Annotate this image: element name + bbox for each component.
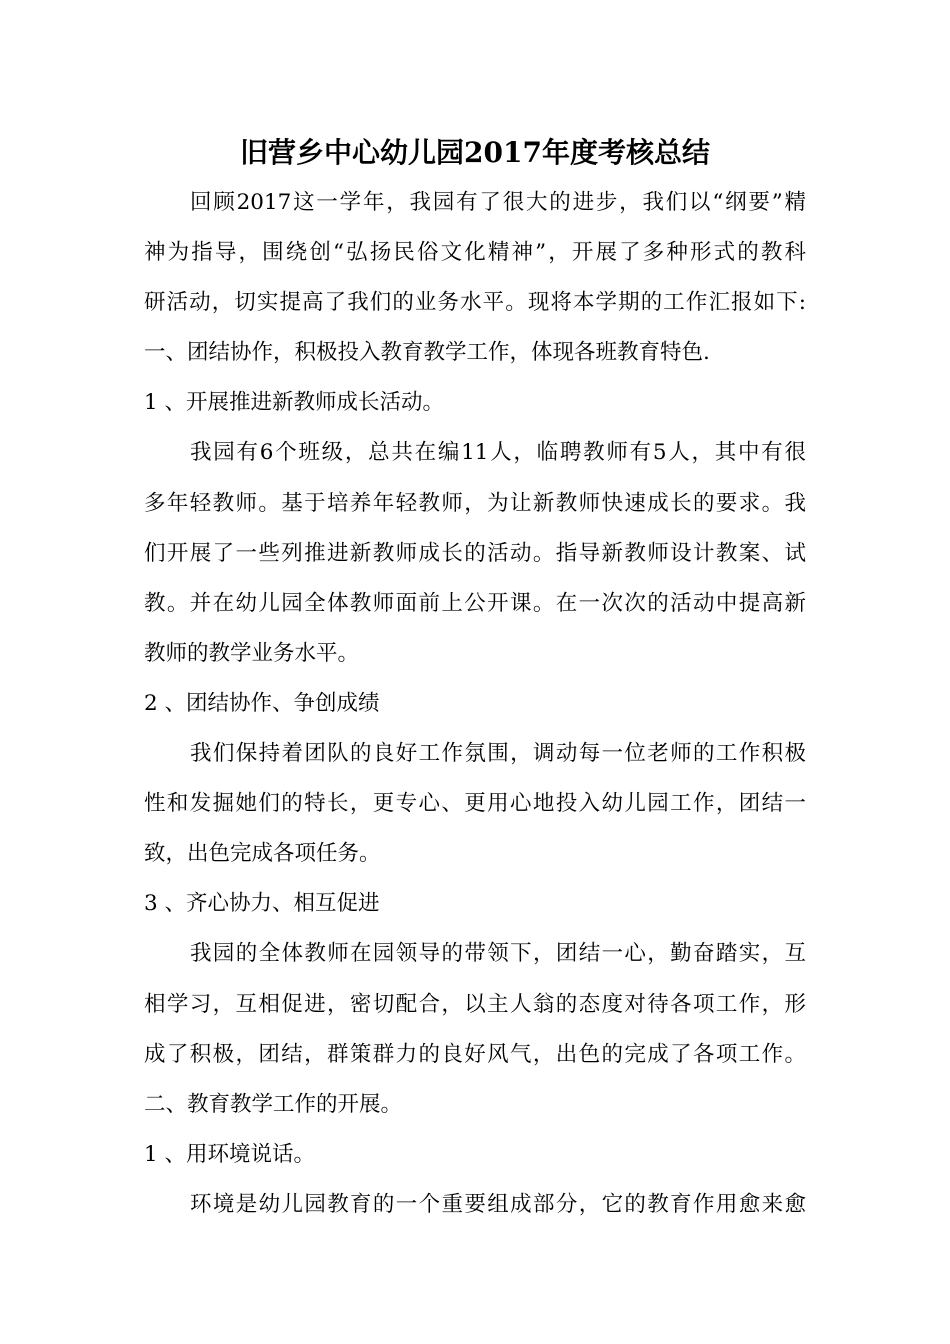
text-line: 成了积极，团结，群策群力的良好风气，出色的完成了各项工作。 xyxy=(144,1041,806,1067)
text-line: 教。并在幼儿园全体教师面前上公开课。在一次次的活动中提高新 xyxy=(144,590,806,616)
text-line: 3 、齐心协力、相互促进 xyxy=(144,891,380,917)
text-line: 多年轻教师。基于培养年轻教师，为让新教师快速成长的要求。我 xyxy=(144,490,806,516)
text-line: 研活动，切实提高了我们的业务水平。现将本学期的工作汇报如下: xyxy=(144,290,806,316)
text-line: 1 、开展推进新教师成长活动。 xyxy=(144,390,445,416)
text-line: 致，出色完成各项任务。 xyxy=(144,841,381,867)
text-line: 我们保持着团队的良好工作氛围，调动每一位老师的工作积极 xyxy=(190,741,806,767)
text-line: 性和发掘她们的特长，更专心、更用心地投入幼儿园工作，团结一 xyxy=(144,791,806,817)
text-line: 相学习，互相促进，密切配合，以主人翁的态度对待各项工作，形 xyxy=(144,991,806,1017)
text-line: 我园有6个班级，总共在编11人，临聘教师有5人，其中有很 xyxy=(190,440,806,466)
text-line: 2 、团结协作、争创成绩 xyxy=(144,690,380,716)
text-line: 们开展了一些列推进新教师成长的活动。指导新教师设计教案、试 xyxy=(144,540,806,566)
text-line: 二、教育教学工作的开展。 xyxy=(144,1091,403,1117)
document-body xyxy=(144,178,806,1230)
text-line: 我园的全体教师在园领导的带领下，团结一心，勤奋踏实，互 xyxy=(190,941,806,967)
text-line: 一、团结协作，积极投入教育教学工作，体现各班教育特色. xyxy=(144,340,710,366)
text-line: 环境是幼儿园教育的一个重要组成部分，它的教育作用愈来愈 xyxy=(190,1191,806,1217)
text-line: 回顾2017这一学年，我园有了很大的进步，我们以“纲要”精 xyxy=(190,190,806,215)
text-line: 教师的教学业务水平。 xyxy=(144,640,360,666)
text-line: 1 、用环境说话。 xyxy=(144,1141,316,1167)
text-line: 神为指导，围绕创“弘扬民俗文化精神”，开展了多种形式的教科 xyxy=(144,240,806,266)
document-title: 旧营乡中心幼儿园2017年度考核总结 xyxy=(240,136,710,169)
